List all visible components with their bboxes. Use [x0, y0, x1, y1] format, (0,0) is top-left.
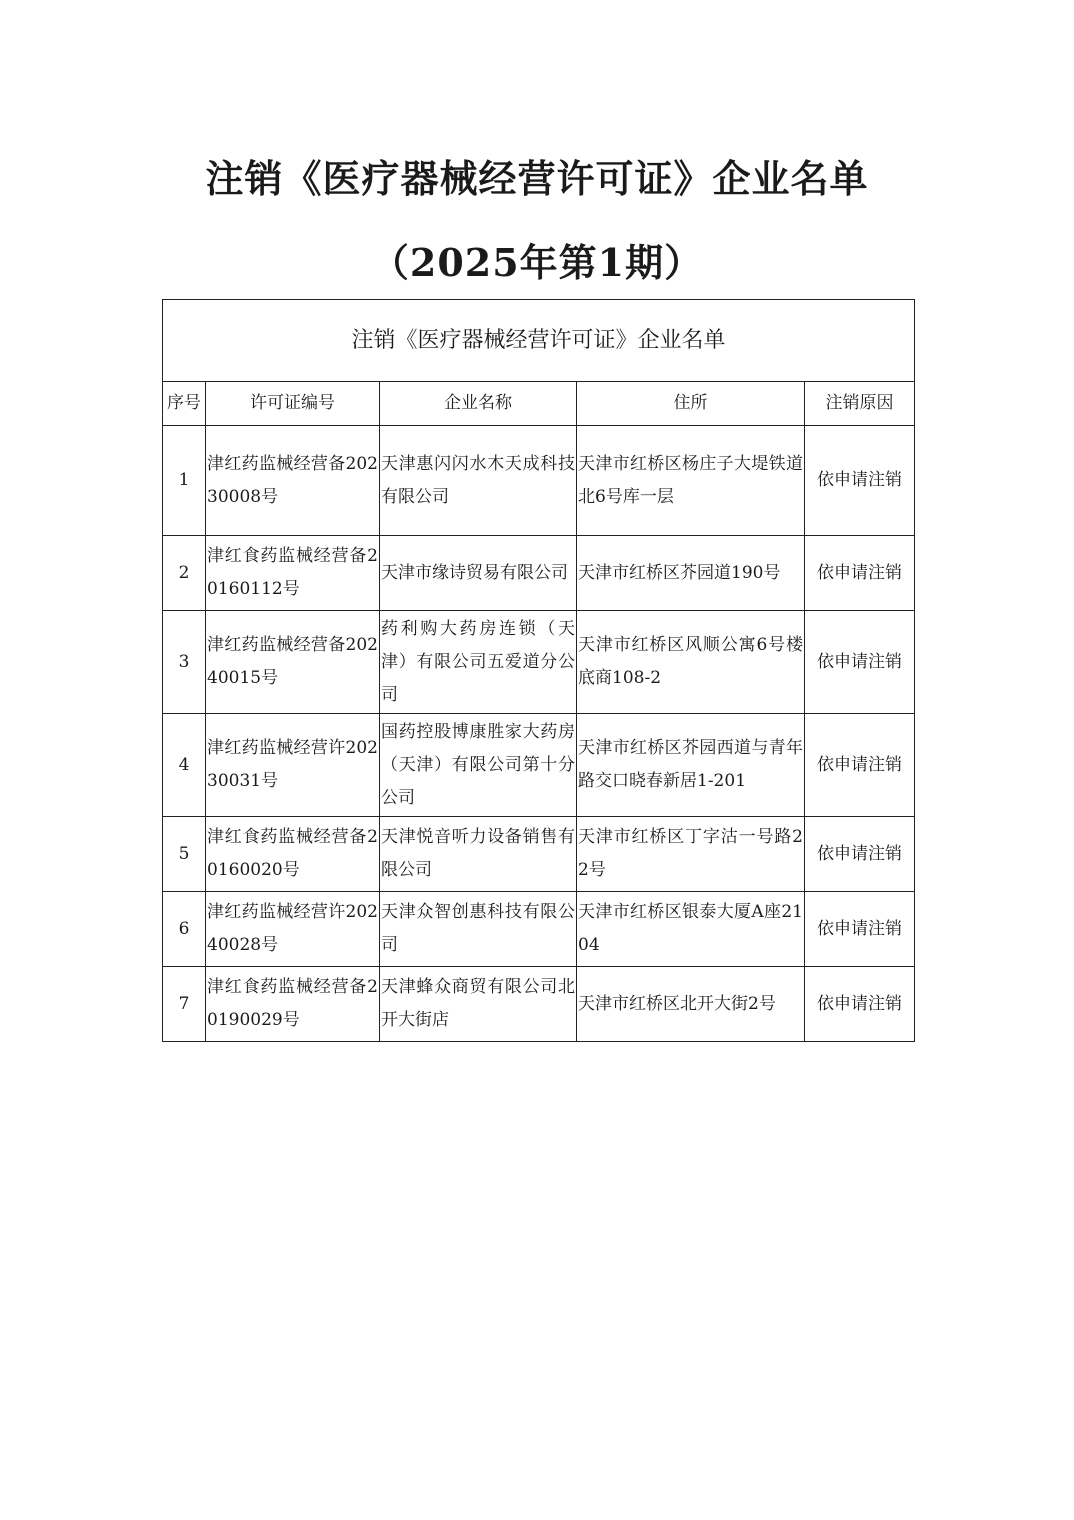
table-caption: 注销《医疗器械经营许可证》企业名单 [163, 300, 915, 382]
cell-address: 天津市红桥区银泰大厦A座2104 [577, 892, 805, 967]
document-subtitle: （2025年第1期） [370, 240, 704, 285]
cell-reason: 依申请注销 [805, 536, 915, 611]
cell-reason: 依申请注销 [805, 714, 915, 817]
table-row [163, 611, 915, 714]
cell-reason: 依申请注销 [805, 967, 915, 1042]
deregistration-table [162, 299, 915, 1042]
cell-address: 天津市红桥区芥园西道与青年路交口晓春新居1-201 [577, 714, 805, 817]
cell-company-name: 天津众智创惠科技有限公司 [380, 892, 577, 967]
header-seq: 序号 [163, 382, 206, 426]
cell-license-number: 津红药监械经营备20240015号 [206, 611, 380, 714]
header-license-number: 许可证编号 [206, 382, 380, 426]
cell-company-name: 天津市缘诗贸易有限公司 [380, 536, 577, 611]
cell-seq: 1 [163, 426, 206, 536]
cell-reason: 依申请注销 [805, 611, 915, 714]
table-row [163, 536, 915, 611]
cell-address: 天津市红桥区北开大街2号 [577, 967, 805, 1042]
cell-license-number: 津红药监械经营许20240028号 [206, 892, 380, 967]
cell-seq: 7 [163, 967, 206, 1042]
cell-reason: 依申请注销 [805, 892, 915, 967]
cell-license-number: 津红食药监械经营备20160112号 [206, 536, 380, 611]
cell-company-name: 天津蜂众商贸有限公司北开大街店 [380, 967, 577, 1042]
table-header-row [163, 382, 915, 426]
cell-address: 天津市红桥区丁字沽一号路22号 [577, 817, 805, 892]
table-row [163, 967, 915, 1042]
cell-company-name: 天津悦音听力设备销售有限公司 [380, 817, 577, 892]
cell-license-number: 津红药监械经营备20230008号 [206, 426, 380, 536]
table-row [163, 426, 915, 536]
cell-reason: 依申请注销 [805, 426, 915, 536]
cell-address: 天津市红桥区风顺公寓6号楼底商108-2 [577, 611, 805, 714]
table-row [163, 892, 915, 967]
cell-seq: 6 [163, 892, 206, 967]
document-title: 注销《医疗器械经营许可证》企业名单 [205, 156, 869, 201]
table-row [163, 714, 915, 817]
header-address: 住所 [577, 382, 805, 426]
cell-seq: 2 [163, 536, 206, 611]
cell-seq: 3 [163, 611, 206, 714]
cell-license-number: 津红药监械经营许20230031号 [206, 714, 380, 817]
cell-address: 天津市红桥区芥园道190号 [577, 536, 805, 611]
cell-company-name: 天津惠闪闪水木天成科技有限公司 [380, 426, 577, 536]
cell-company-name: 国药控股博康胜家大药房（天津）有限公司第十分公司 [380, 714, 577, 817]
cell-company-name: 药利购大药房连锁（天津）有限公司五爱道分公司 [380, 611, 577, 714]
header-reason: 注销原因 [805, 382, 915, 426]
cell-license-number: 津红食药监械经营备20190029号 [206, 967, 380, 1042]
table-row [163, 817, 915, 892]
cell-license-number: 津红食药监械经营备20160020号 [206, 817, 380, 892]
cell-seq: 4 [163, 714, 206, 817]
cell-address: 天津市红桥区杨庄子大堤铁道北6号库一层 [577, 426, 805, 536]
table-caption-row [163, 300, 915, 382]
header-company-name: 企业名称 [380, 382, 577, 426]
cell-reason: 依申请注销 [805, 817, 915, 892]
cell-seq: 5 [163, 817, 206, 892]
